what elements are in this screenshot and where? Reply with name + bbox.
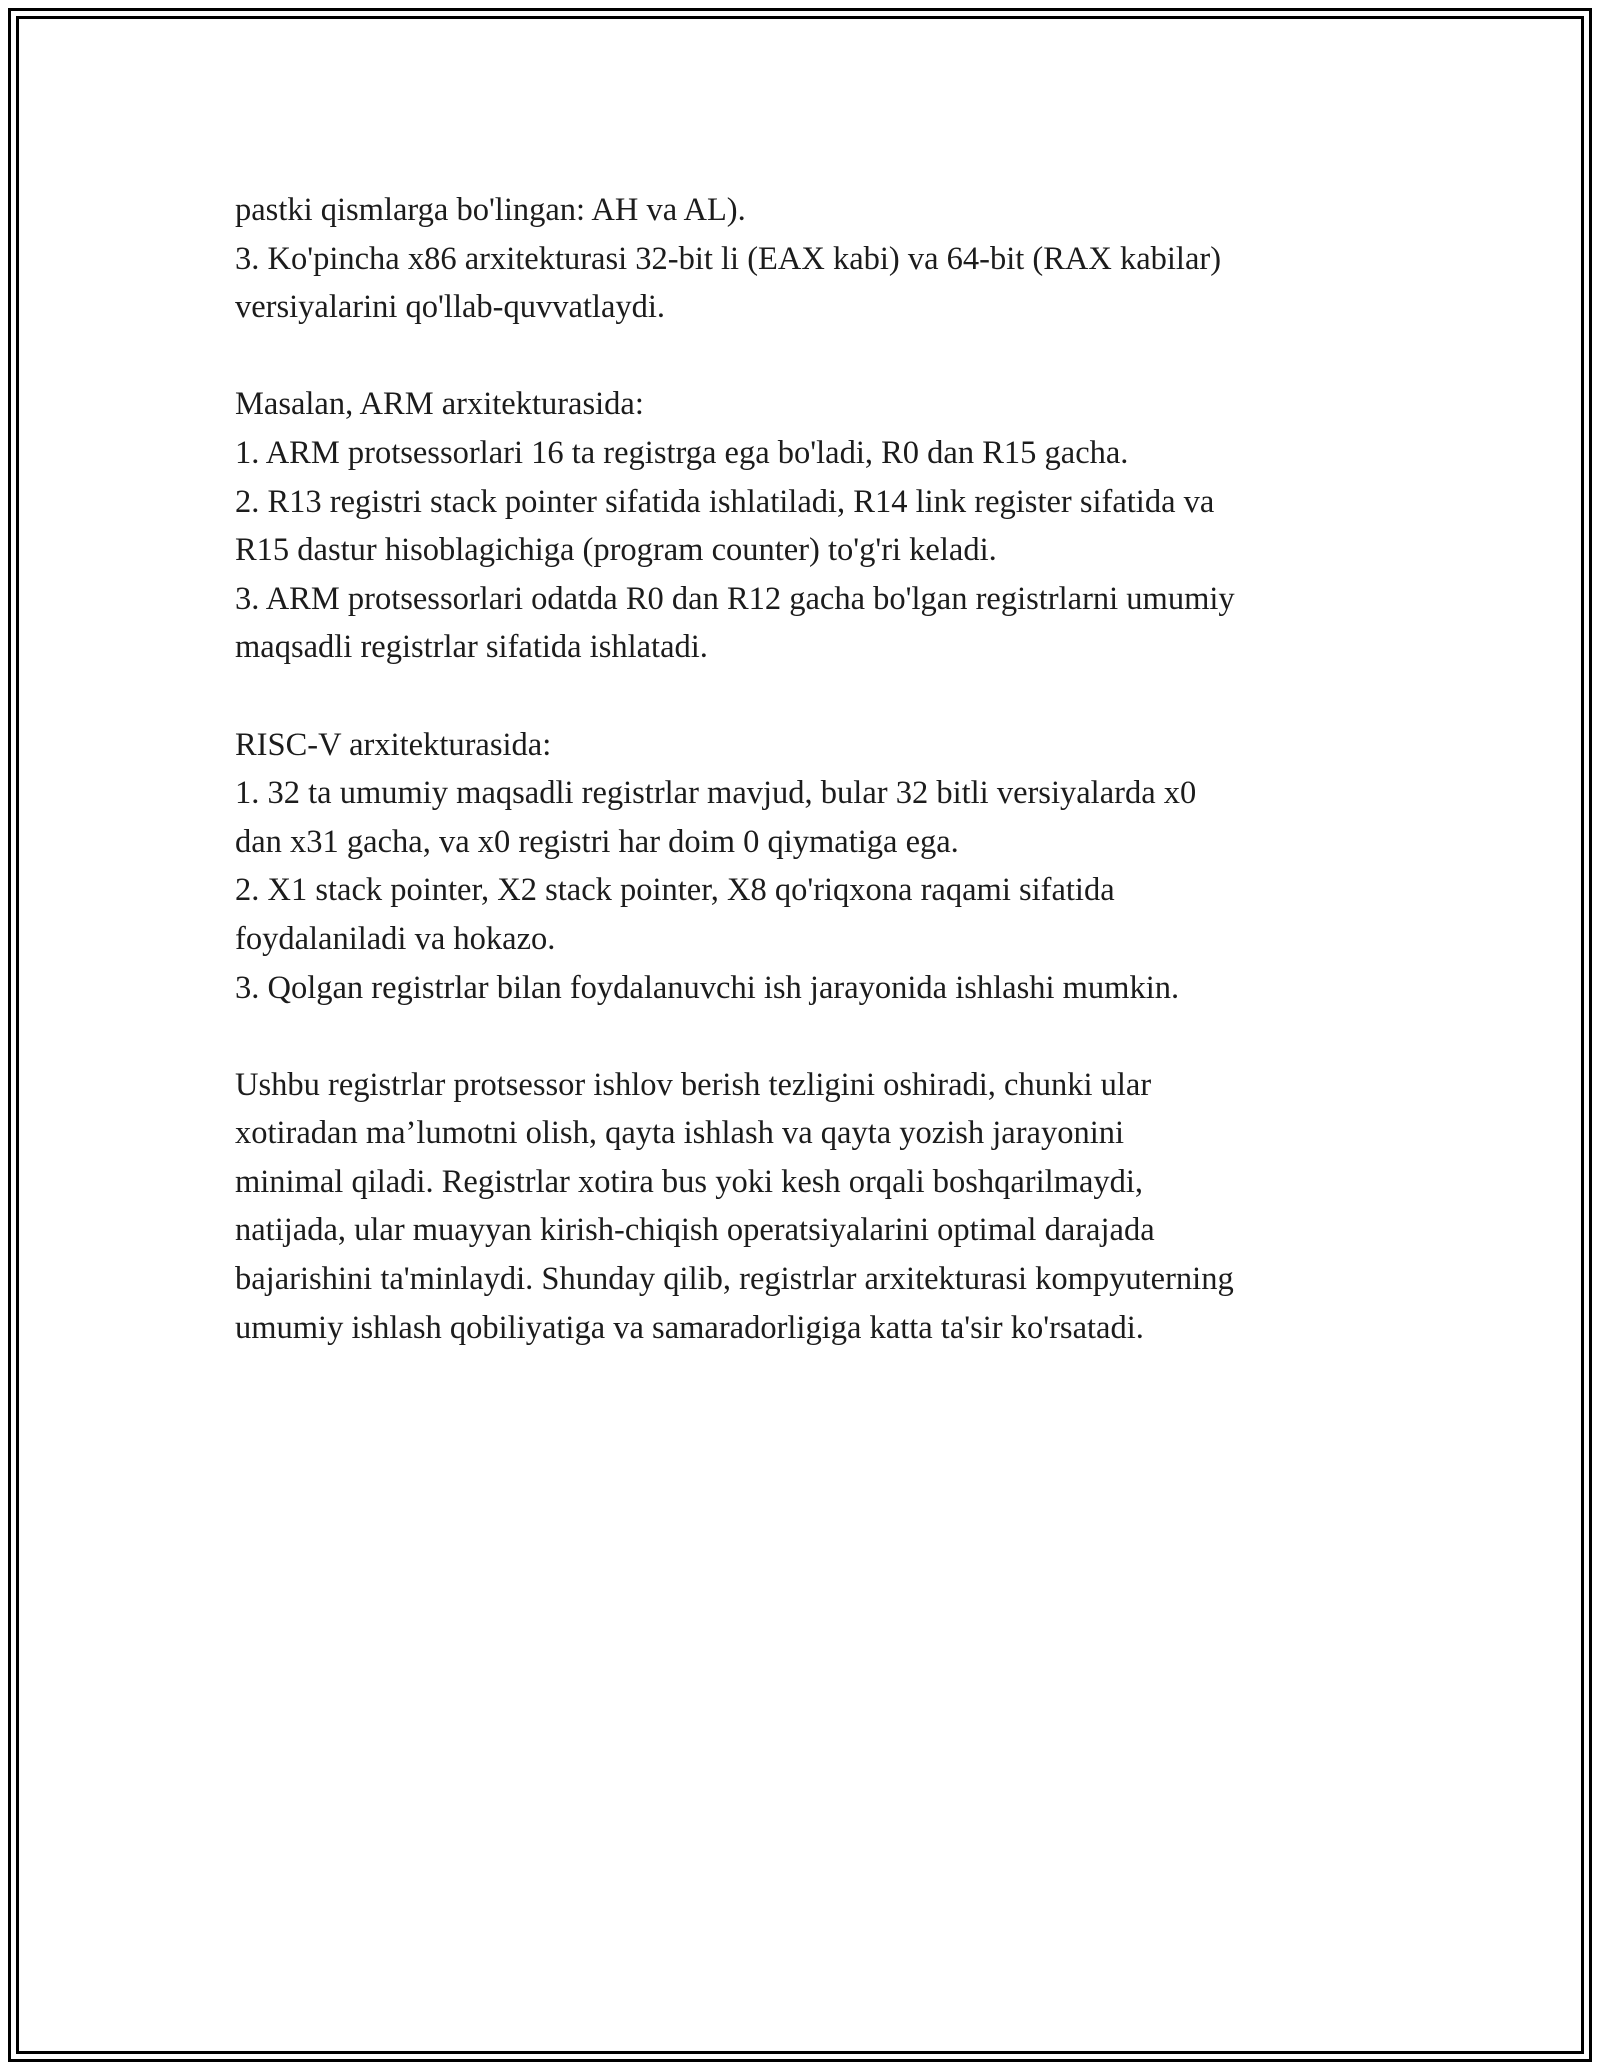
paragraph-x86-continuation bbox=[235, 186, 1400, 332]
text-line: bajarishini ta'minlaydi. Shunday qilib, registrlar arxitekturasi kompyuterning bbox=[235, 1261, 1234, 1298]
paragraph-conclusion bbox=[235, 1061, 1400, 1353]
paragraph-spacer bbox=[235, 672, 1400, 721]
text-line: minimal qiladi. Registrlar xotira bus yoki kesh orqali boshqarilmaydi, bbox=[235, 1163, 1144, 1200]
text-line: maqsadli registrlar sifatida ishlatadi. bbox=[235, 629, 708, 666]
paragraph-spacer bbox=[235, 1012, 1400, 1061]
text-line: umumiy ishlash qobiliyatiga va samaradorligiga katta ta'sir ko'rsatadi. bbox=[235, 1309, 1144, 1346]
text-line: 2. X1 stack pointer, X2 stack pointer, X8 qo'riqxona raqami sifatida bbox=[235, 872, 1115, 909]
text-line: xotiradan ma’lumotni olish, qayta ishlash va qayta yozish jarayonini bbox=[235, 1115, 1125, 1152]
paragraph-spacer bbox=[235, 332, 1400, 381]
text-line: 3. Qolgan registrlar bilan foydalanuvchi ish jarayonida ishlashi mumkin. bbox=[235, 969, 1180, 1006]
text-line: Masalan, ARM arxitekturasida: bbox=[235, 386, 644, 423]
text-line: 2. R13 registri stack pointer sifatida ishlatiladi, R14 link register sifatida va bbox=[235, 483, 1215, 520]
text-line: dan x31 gacha, va x0 registri har doim 0 qiymatiga ega. bbox=[235, 823, 959, 860]
paragraph-risc-v bbox=[235, 721, 1400, 1013]
text-line: foydalaniladi va hokazo. bbox=[235, 920, 556, 957]
text-line: versiyalarini qo'llab-quvvatlaydi. bbox=[235, 289, 666, 326]
paragraph-arm bbox=[235, 380, 1400, 672]
text-line: 1. ARM protsessorlari 16 ta registrga ega bo'ladi, R0 dan R15 gacha. bbox=[235, 434, 1129, 471]
text-line: 3. Ko'pincha x86 arxitekturasi 32-bit li (EAX kabi) va 64-bit (RAX kabilar) bbox=[235, 240, 1222, 277]
text-line: RISC-V arxitekturasida: bbox=[235, 726, 552, 763]
text-line: pastki qismlarga bo'lingan: AH va AL). bbox=[235, 192, 746, 228]
text-line: 3. ARM protsessorlari odatda R0 dan R12 gacha bo'lgan registrlarni umumiy bbox=[235, 580, 1235, 617]
text-line: R15 dastur hisoblagichiga (program counter) to'g'ri keladi. bbox=[235, 532, 997, 569]
text-line: Ushbu registrlar protsessor ishlov berish tezligini oshiradi, chunki ular bbox=[235, 1066, 1152, 1103]
document-body bbox=[235, 186, 1400, 1352]
text-line: 1. 32 ta umumiy maqsadli registrlar mavjud, bular 32 bitli versiyalarda x0 bbox=[235, 775, 1197, 812]
text-line: natijada, ular muayyan kirish-chiqish operatsiyalarini optimal darajada bbox=[235, 1212, 1155, 1249]
